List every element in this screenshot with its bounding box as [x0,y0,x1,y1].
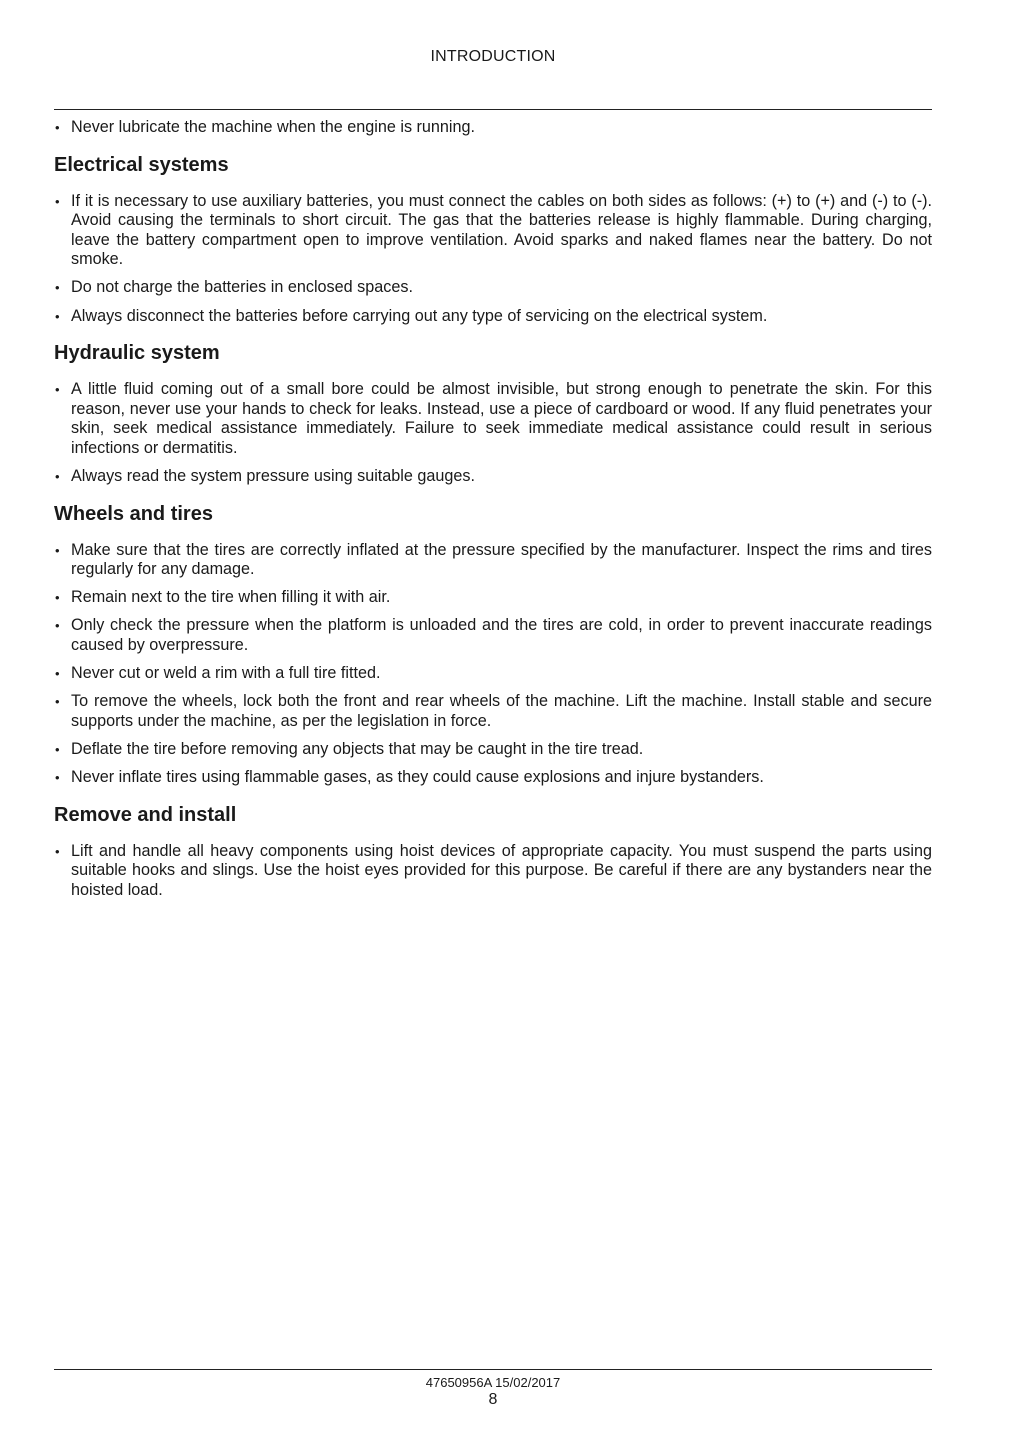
footer-rule [54,1369,932,1370]
list-item [54,467,932,487]
running-header: INTRODUCTION [430,48,556,65]
bullet-icon: • [55,694,60,710]
list-item [54,278,932,298]
list-item-text: A little fluid coming out of a small bore could be almost invisible, but strong enough to penetrate the skin. For this reason, never use your hands to check for leaks. Instead, use a piece of cardboard or wood. If any fluid penetrates your skin, seek medical assistance immediately. Failure to seek immediate medical assistance could result in serious infections or dermatitis. [71,380,932,457]
section-remove-and-install [54,803,932,901]
list-item-text: Make sure that the tires are correctly inflated at the pressure specified by the manufacturer. Inspect the rims and tires regularly for any damage. [71,540,932,579]
bullet-icon: • [55,843,60,859]
bullet-icon: • [55,382,60,398]
list-item [54,616,932,655]
page-number: 8 [488,1391,498,1408]
bullet-icon: • [55,469,60,485]
list-item-text: Never inflate tires using flammable gases, as they could cause explosions and injure bystanders. [71,767,764,786]
bullet-icon: • [55,590,60,606]
section-title: Remove and install [54,803,237,826]
bullet-icon: • [55,666,60,682]
section-hydraulic-system [54,341,932,486]
section-title: Wheels and tires [54,502,213,525]
bullet-icon: • [55,618,60,634]
list-item-text: If it is necessary to use auxiliary batteries, you must connect the cables on both sides as follows: (+) to (+) and (-) to (-). Avoid causing the terminals to short circuit. The gas that the batteries release is highly flammable. During charging, leave the battery compartment open to improve ventilation. Avoid sparks and naked flames near the battery. Do not smoke. [71,191,932,269]
section-list [54,842,932,901]
page-content [54,118,932,909]
list-item [54,118,932,138]
bullet-icon: • [55,120,60,135]
list-item-text: Never cut or weld a rim with a full tire fitted. [71,664,381,683]
list-item [54,740,932,760]
list-item-text: Deflate the tire before removing any objects that may be caught in the tire tread. [71,739,644,758]
section-list [54,192,932,327]
list-item [54,541,932,580]
list-item [54,664,932,684]
footer-doc-reference: 47650956A 15/02/2017 [425,1375,561,1390]
bullet-icon: • [55,193,60,209]
bullet-icon: • [55,769,60,785]
section-title: Hydraulic system [54,342,220,365]
section-list [54,380,932,486]
section-list [54,541,932,788]
list-item [54,192,932,270]
section-electrical-systems [54,153,932,327]
list-item [54,842,932,901]
list-item-text: Remain next to the tire when filling it with air. [71,588,391,607]
bullet-icon: • [55,280,60,296]
list-item-text: Always read the system pressure using suitable gauges. [71,467,475,486]
list-item [54,768,932,788]
bullet-icon: • [55,741,60,757]
list-item-text: Do not charge the batteries in enclosed spaces. [71,278,413,297]
list-item-text: Lift and handle all heavy components using hoist devices of appropriate capacity. You must suspend the parts using suitable hooks and slings. Use the hoist eyes provided for this purpose. Be careful if there are any bystanders near the hoisted load. [71,841,932,899]
list-item [54,380,932,458]
bullet-icon: • [55,542,60,558]
list-item-text: Never lubricate the machine when the engine is running. [71,118,476,136]
list-item-text: Only check the pressure when the platform is unloaded and the tires are cold, in order to prevent inaccurate readings caused by overpressure. [71,616,932,654]
section-title: Electrical systems [54,153,229,176]
list-item [54,307,932,327]
list-item-text: Always disconnect the batteries before carrying out any type of servicing on the electrical system. [71,306,768,325]
intro-list [54,118,932,138]
section-wheels-and-tires [54,502,932,788]
list-item [54,588,932,608]
bullet-icon: • [55,308,60,324]
list-item-text: To remove the wheels, lock both the front and rear wheels of the machine. Lift the machine. Install stable and secure supports under the machine, as per the legislation in force. [71,692,932,730]
list-item [54,692,932,731]
header-rule [54,109,932,110]
